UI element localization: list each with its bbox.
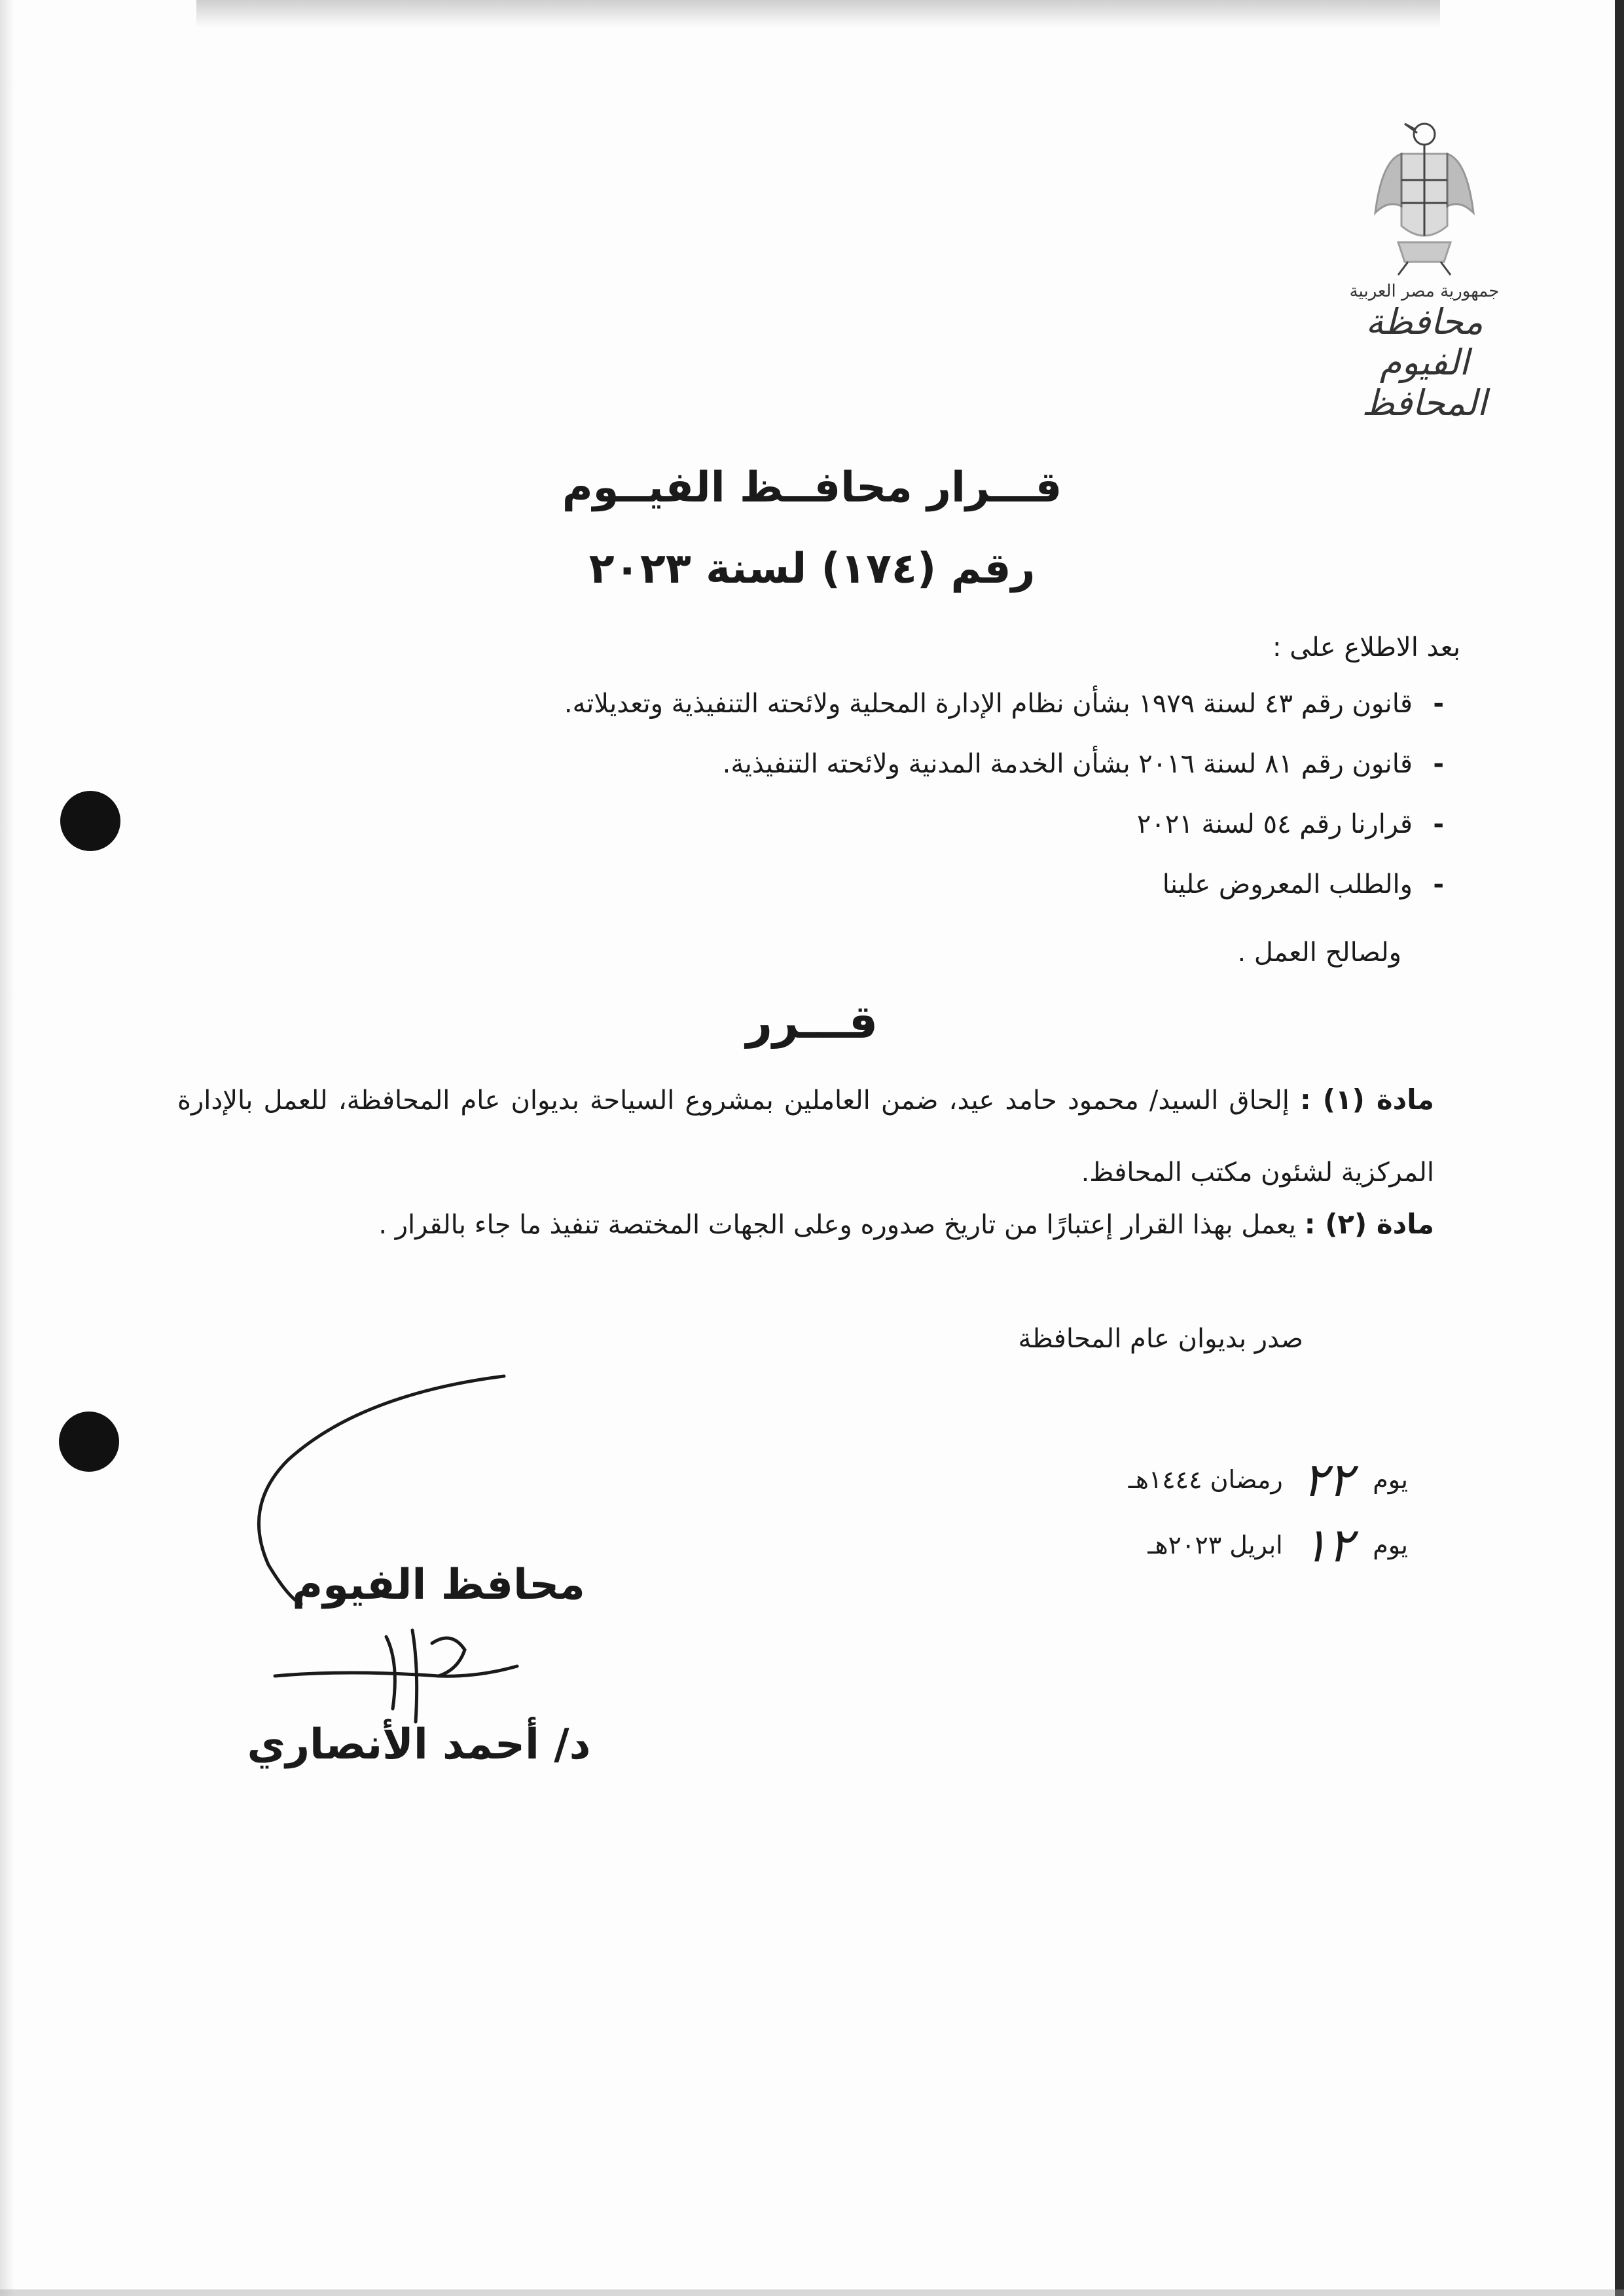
- article-label: مادة (٢) :: [1304, 1208, 1434, 1240]
- list-item: [135, 805, 1444, 865]
- bullet-dash-icon: -: [1433, 809, 1444, 839]
- bullet-dash-icon: -: [1433, 689, 1444, 719]
- punch-hole: [60, 791, 120, 851]
- article-label: مادة (١) :: [1299, 1084, 1434, 1116]
- list-item-text: والطلب المعروض علينا: [1162, 869, 1413, 900]
- bullet-dash-icon: -: [1433, 749, 1444, 779]
- date-day: ١٢: [1302, 1518, 1354, 1573]
- date-rest: رمضان ١٤٤٤هـ: [1128, 1465, 1283, 1494]
- date-prefix: يوم: [1373, 1531, 1408, 1559]
- signatory-name: د/ أحمد الأنصاري: [247, 1721, 591, 1769]
- list-item-text: قرارنا رقم ٥٤ لسنة ٢٠٢١: [1136, 809, 1413, 839]
- decree-number: رقم (١٧٤) لسنة ٢٠٢٣: [588, 545, 1036, 593]
- list-item-text: قانون رقم ٤٣ لسنة ١٩٧٩ بشأن نظام الإدارة المحلية ولائحته التنفيذية وتعديلاته.: [564, 689, 1413, 719]
- letterhead-governorate: محافظة الفيوم: [1365, 301, 1483, 383]
- letterhead-office: المحافظ: [1362, 382, 1487, 424]
- eagle-emblem-icon: [1362, 115, 1487, 278]
- date-gregorian: [1147, 1518, 1408, 1573]
- preamble-closing: ولصالح العمل .: [1237, 938, 1401, 968]
- letterhead-emblem: [1316, 115, 1532, 424]
- date-rest: ابريل ٢٠٢٣هـ: [1147, 1531, 1283, 1559]
- article-text: إلحاق السيد/ محمود حامد عيد، ضمن العاملين بمشروع السياحة بديوان عام المحافظة، للعمل بالإدارة المركزية لشئون مكتب المحافظ.: [177, 1085, 1434, 1188]
- handwritten-signature: [216, 1368, 583, 1735]
- issued-at: صدر بديوان عام المحافظة: [1018, 1324, 1303, 1354]
- signatory-title: محافظ الفيوم: [292, 1561, 585, 1609]
- punch-hole: [59, 1412, 119, 1472]
- date-day: ٢٢: [1302, 1452, 1354, 1507]
- decree-title: قـــرار محافــظ الفيــوم: [562, 464, 1062, 512]
- list-item: [135, 744, 1444, 805]
- list-item-text: قانون رقم ٨١ لسنة ٢٠١٦ بشأن الخدمة المدنية ولائحته التنفيذية.: [722, 749, 1413, 779]
- preamble-list: [135, 684, 1444, 925]
- scan-artifact-right: [1615, 0, 1624, 2296]
- bullet-dash-icon: -: [1433, 869, 1444, 900]
- scan-artifact-top: [196, 0, 1440, 27]
- date-prefix: يوم: [1373, 1465, 1408, 1494]
- date-hijri: [1128, 1452, 1408, 1507]
- list-item: [135, 865, 1444, 925]
- letterhead-country: جمهورية مصر العربية: [1349, 282, 1500, 301]
- scan-artifact-bottom: [0, 2289, 1624, 2296]
- article-text: يعمل بهذا القرار إعتبارًا من تاريخ صدوره وعلى الجهات المختصة تنفيذ ما جاء بالقرار .: [378, 1210, 1297, 1240]
- article-1: [177, 1064, 1434, 1209]
- list-item: [135, 684, 1444, 744]
- decree-heading: قـــرر: [746, 995, 878, 1049]
- preamble-intro: بعد الاطلاع على :: [1272, 632, 1460, 663]
- scan-artifact-left: [0, 0, 14, 2296]
- article-2: [177, 1188, 1434, 1261]
